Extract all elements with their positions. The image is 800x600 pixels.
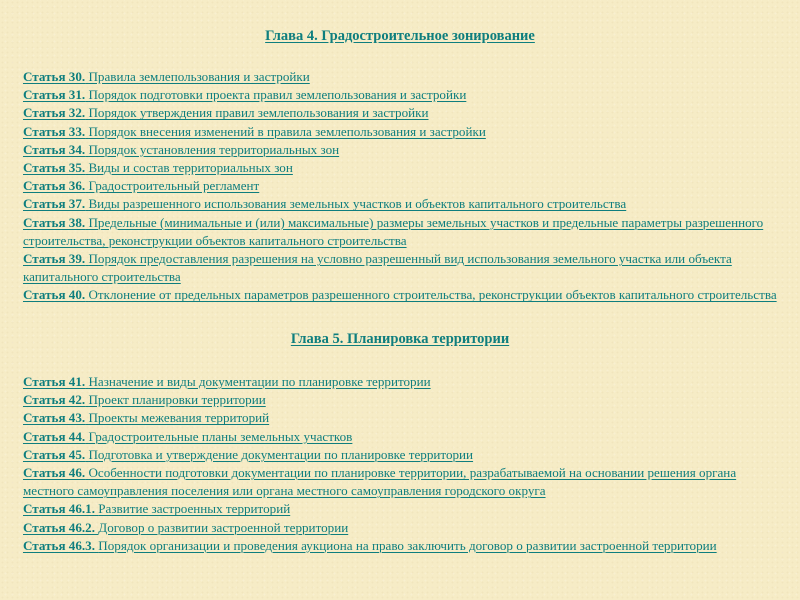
article-title: Назначение и виды документации по планировке территории [88, 374, 431, 389]
article-number: Статья 44. [23, 428, 86, 444]
article-number: Статья 43. [23, 410, 86, 426]
article-link-37[interactable] [23, 195, 783, 213]
article-title: Порядок предоставления разрешения на условно разрешенный вид использования земельного участка или объекта капитального строительства [23, 251, 732, 285]
article-title: Градостроительные планы земельных участков [88, 428, 353, 444]
article-number: Статья 46.3. [23, 537, 95, 553]
article-title: Виды разрешенного использования земельных участков и объектов капитального строительства [88, 196, 627, 212]
article-number: Статья 38. [23, 214, 86, 230]
article-title: Подготовка и утверждение документации по планировке территории [88, 446, 474, 462]
article-number: Статья 31. [23, 87, 86, 103]
article-title: Градостроительный регламент [88, 178, 260, 194]
chapter-5-heading [0, 330, 800, 348]
article-number: Статья 45. [23, 446, 86, 462]
article-number: Статья 36. [23, 178, 86, 194]
article-link-32[interactable] [23, 104, 783, 122]
article-title: Развитие застроенных территорий [98, 501, 291, 517]
article-number: Статья 41. [23, 374, 86, 389]
article-number: Статья 42. [23, 392, 86, 408]
article-title: Порядок подготовки проекта правил землепользования и застройки [88, 87, 467, 103]
article-link-34[interactable] [23, 141, 783, 159]
article-number: Статья 35. [23, 160, 86, 176]
article-link-44[interactable] [23, 428, 783, 446]
article-link-42[interactable] [23, 391, 783, 409]
chapter-5-article-list [23, 373, 783, 555]
article-link-40[interactable] [23, 286, 783, 304]
article-link-35[interactable] [23, 159, 783, 177]
chapter-5-title-link[interactable]: Глава 5. Планировка территории [290, 331, 510, 347]
article-title: Порядок организации и проведения аукциона на право заключить договор о развитии застроенной территории [98, 537, 717, 553]
article-link-46-2[interactable] [23, 519, 783, 537]
article-title: Особенности подготовки документации по планировке территории, разрабатываемой на основании решения органа местного самоуправления поселения или органа местного самоуправления городского округа [23, 465, 737, 499]
article-number: Статья 40. [23, 287, 86, 303]
chapter-4-title-link[interactable]: Глава 4. Градостроительное зонирование [265, 28, 535, 44]
article-title: Правила землепользования и застройки [88, 69, 310, 84]
article-link-31[interactable] [23, 86, 783, 104]
article-number: Статья 37. [23, 196, 86, 212]
article-link-45[interactable] [23, 446, 783, 464]
article-title: Отклонение от предельных параметров разрешенного строительства, реконструкции объектов капитального строительства [88, 287, 777, 303]
article-title: Предельные (минимальные и (или) максимальные) размеры земельных участков и предельные параметры разрешенного строительства, реконструкции объектов капитального строительства [23, 214, 764, 248]
article-number: Статья 32. [23, 105, 86, 121]
article-link-38[interactable] [23, 214, 783, 250]
chapter-4-article-list [23, 68, 783, 305]
article-link-30[interactable] [23, 68, 783, 86]
article-link-39[interactable] [23, 250, 783, 286]
article-title: Порядок установления территориальных зон [88, 141, 340, 157]
article-number: Статья 46.1. [23, 501, 95, 517]
article-number: Статья 46. [23, 465, 86, 481]
article-title: Проект планировки территории [88, 392, 266, 408]
article-title: Договор о развитии застроенной территории [98, 519, 349, 535]
article-title: Порядок внесения изменений в правила землепользования и застройки [88, 123, 486, 139]
article-link-33[interactable] [23, 123, 783, 141]
article-number: Статья 46.2. [23, 519, 95, 535]
article-link-46-1[interactable] [23, 500, 783, 518]
article-link-46-3[interactable] [23, 537, 783, 555]
article-number: Статья 39. [23, 251, 86, 267]
article-number: Статья 30. [23, 69, 86, 84]
article-title: Виды и состав территориальных зон [88, 160, 293, 176]
article-link-36[interactable] [23, 177, 783, 195]
article-title: Проекты межевания территорий [88, 410, 270, 426]
article-link-43[interactable] [23, 409, 783, 427]
article-title: Порядок утверждения правил землепользования и застройки [88, 105, 429, 121]
article-number: Статья 34. [23, 141, 86, 157]
article-link-46[interactable] [23, 464, 783, 500]
article-link-41[interactable] [23, 373, 783, 391]
article-number: Статья 33. [23, 123, 86, 139]
chapter-4-heading [0, 27, 800, 45]
